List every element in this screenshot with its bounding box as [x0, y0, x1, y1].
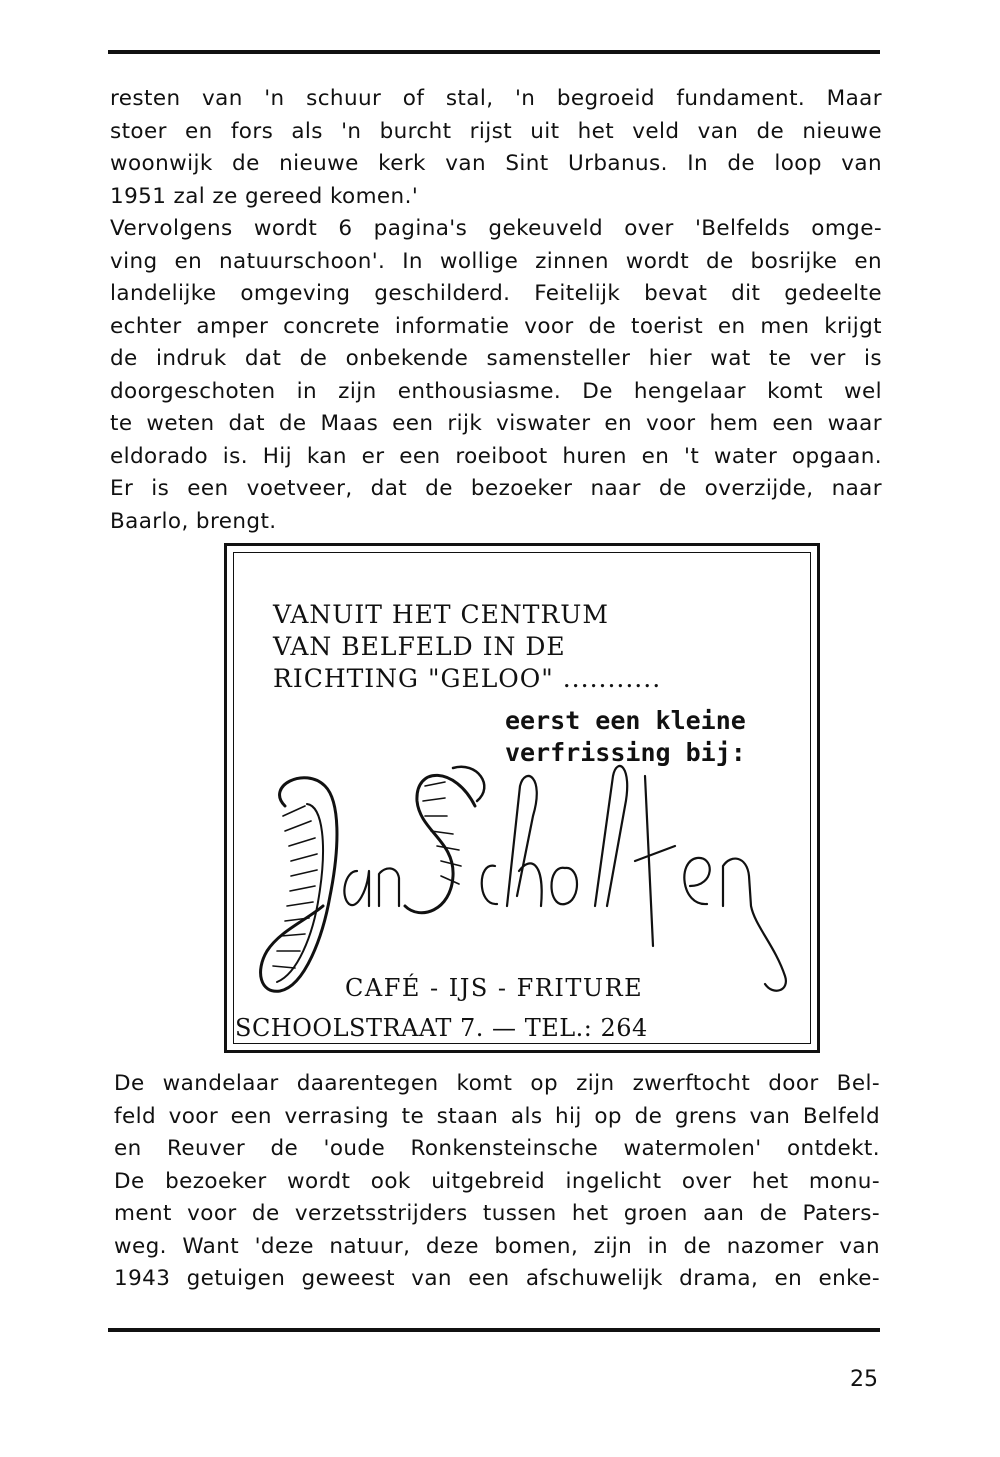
text-line: eldorado is. Hij kan er een roeiboot huren en 't water opgaan. [110, 443, 882, 469]
text-line: weg. Want 'deze natuur, deze bomen, zijn in de nazomer van [114, 1233, 880, 1259]
signature-logo [245, 746, 805, 996]
ad-heading-line: VAN BELFELD IN DE [273, 632, 566, 661]
text-line: en Reuver de 'oude Ronkensteinsche watermolen' ontdekt. [114, 1136, 880, 1161]
text-line: Baarlo, brengt. [110, 508, 277, 534]
text-line: 1943 getuigen geweest van een afschuwelijk drama, en enke- [114, 1266, 880, 1291]
paragraph-bottom [114, 1068, 880, 1296]
text-line: woonwijk de nieuwe kerk van Sint Urbanus. In de loop van [110, 151, 882, 176]
text-line: Er is een voetveer, dat de bezoeker naar de overzijde, naar [110, 476, 882, 501]
text-line: De bezoeker wordt ook uitgebreid ingelicht over het monu- [114, 1168, 880, 1194]
ad-heading-line: VANUIT HET CENTRUM [273, 600, 609, 629]
text-line: landelijke omgeving geschilderd. Feitelijk bevat dit gedeelte [110, 281, 882, 306]
text-line: 1951 zal ze gereed komen.' [110, 183, 419, 209]
text-line: te weten dat de Maas een rijk viswater en voor hem een waar [110, 411, 882, 436]
text-line: feld voor een verrasing te staan als hij op de grens van Belfeld [114, 1103, 880, 1129]
text-line: ving en natuurschoon'. In wollige zinnen wordt de bosrijke en [110, 248, 882, 274]
paragraph-top [110, 83, 882, 538]
bottom-rule [108, 1328, 880, 1332]
ad-subline: eerst een kleine [505, 706, 746, 735]
ad-address-phone: SCHOOLSTRAAT 7. — TEL.: 264 [235, 1014, 648, 1042]
top-rule [108, 50, 880, 54]
ad-heading-line: RICHTING "GELOO" ........... [273, 664, 662, 693]
text-line: de indruk dat de onbekende samensteller hier wat te ver is [110, 346, 882, 371]
ad-subline: verfrissing bij: [505, 738, 746, 767]
text-line: echter amper concrete informatie voor de toerist en men krijgt [110, 313, 882, 339]
text-line: De wandelaar daarentegen komt op zijn zwerftocht door Bel- [114, 1071, 880, 1096]
ad-categories: CAFÉ - IJS - FRITURE [345, 974, 644, 1002]
text-line: doorgeschoten in zijn enthousiasme. De hengelaar komt wel [110, 378, 882, 404]
text-line: Vervolgens wordt 6 pagina's gekeuveld over 'Belfelds omge- [110, 216, 882, 241]
text-line: stoer en fors als 'n burcht rijst uit het veld van de nieuwe [110, 118, 882, 144]
text-line: ment voor de verzetsstrijders tussen het groen aan de Paters- [114, 1201, 880, 1226]
text-line: resten van 'n schuur of stal, 'n begroeid fundament. Maar [110, 86, 882, 111]
page-number: 25 [850, 1367, 878, 1392]
advertisement-box [224, 543, 820, 1053]
